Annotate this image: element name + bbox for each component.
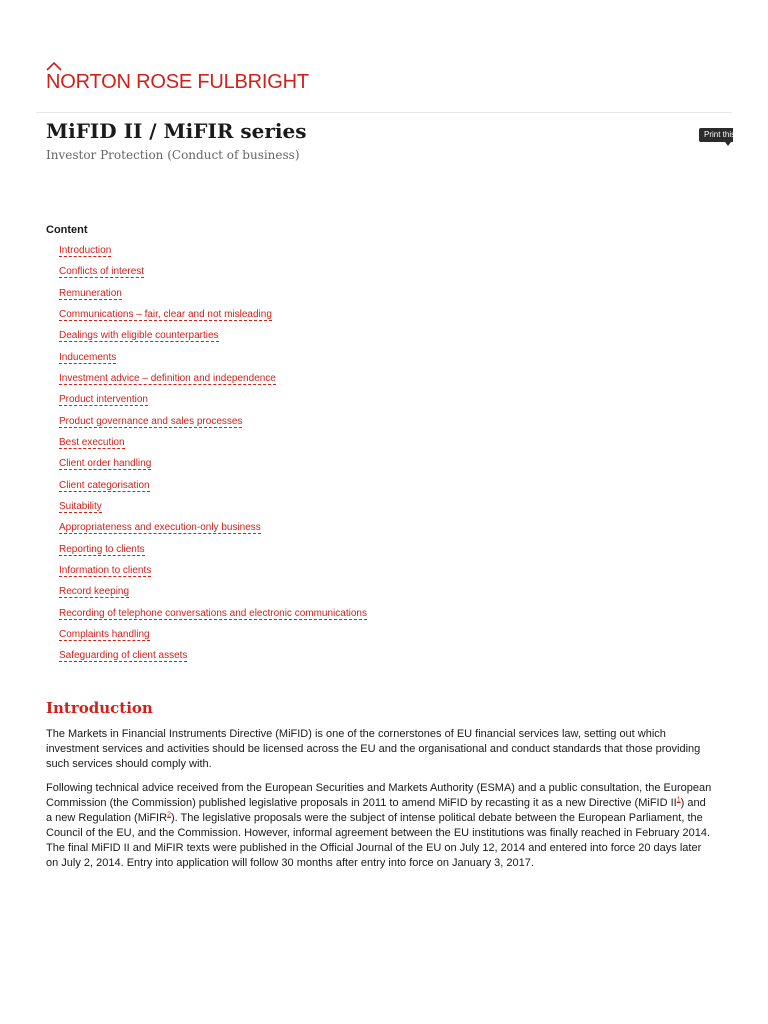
toc-list-item [59, 645, 367, 666]
page-title: MiFID II / MiFIR series [46, 119, 307, 143]
page-subtitle: Investor Protection (Conduct of business) [46, 148, 300, 162]
toc-link-conflicts-of-interest[interactable]: Conflicts of interest [59, 266, 145, 278]
toc-list-item [59, 603, 367, 624]
introduction-paragraph-1: The Markets in Financial Instruments Directive (MiFID) is one of the cornerstones of EU financial services law, setting out which investment services and activities should be licensed across the EU and the organisational and conduct standards that those providing such services should comply with. [46, 728, 701, 770]
paragraph-text: ). The legislative proposals were the subject of intense political debate between the European Parliament, the Council of the EU, and the Commission. However, informal agreement between the EU institutions was finally reached in February 2014. The final MiFID II and MiFIR texts were published in the Official Journal of the EU on July 12, 2014 and entered into force 20 days later on July 2, 2014. Entry into application will follow 30 months after entry into force on January 3, 2017. [46, 812, 711, 869]
toc-list-item [59, 304, 367, 325]
introduction-paragraph-2 [46, 781, 714, 871]
toc-link-remuneration[interactable]: Remuneration [59, 287, 122, 299]
toc-link-record-keeping[interactable]: Record keeping [59, 586, 130, 598]
toc-link-best-execution[interactable]: Best execution [59, 436, 125, 448]
toc-list-item [59, 624, 367, 645]
table-of-contents [59, 240, 367, 667]
toc-list-item [59, 560, 367, 581]
toc-link-suitability[interactable]: Suitability [59, 500, 102, 512]
toc-link-recording-of-communications[interactable]: Recording of telephone conversations and electronic communications [59, 607, 367, 619]
footnote-link-1[interactable]: 1 [676, 796, 681, 804]
toc-link-reporting-to-clients[interactable]: Reporting to clients [59, 543, 145, 555]
footnote-link-2[interactable]: 2 [167, 811, 171, 819]
toc-list-item [59, 261, 367, 282]
toc-list-item [59, 325, 367, 346]
toc-list-item [59, 581, 367, 602]
toc-list-item [59, 496, 367, 517]
print-page-button[interactable]: Print this page [699, 128, 733, 142]
toc-link-introduction[interactable]: Introduction [59, 245, 112, 256]
norton-rose-fulbright-logo[interactable] [46, 61, 309, 95]
toc-list-item [59, 517, 367, 538]
paragraph-text: Following technical advice received from the European Securities and Markets Authority (ESMA) and a public consultation, the European Commission (the Commission) published legislative proposals in 2011 to amend MiFID by recasting it as a new Directive (MiFID II [46, 782, 712, 809]
toc-list-item [59, 432, 367, 453]
logo-wordmark: NORTON ROSE FULBRIGHT [46, 71, 309, 93]
toc-list-item [59, 411, 367, 432]
toc-link-safeguarding-client-assets[interactable]: Safeguarding of client assets [59, 650, 188, 662]
logo-chevron-icon [46, 61, 62, 71]
toc-list-item [59, 389, 367, 410]
toc-link-communications[interactable]: Communications – fair, clear and not misleading [59, 308, 272, 320]
header-divider [36, 112, 732, 113]
toc-link-appropriateness[interactable]: Appropriateness and execution-only business [59, 522, 261, 534]
tooltip-pointer [725, 142, 731, 146]
toc-list-item [59, 240, 367, 261]
toc-link-product-intervention[interactable]: Product intervention [59, 394, 148, 406]
toc-link-product-governance[interactable]: Product governance and sales processes [59, 415, 243, 427]
toc-list-item [59, 475, 367, 496]
toc-list-item [59, 368, 367, 389]
toc-link-client-order-handling[interactable]: Client order handling [59, 458, 152, 470]
toc-link-client-categorisation[interactable]: Client categorisation [59, 479, 150, 491]
toc-list-item [59, 347, 367, 368]
introduction-heading: Introduction [46, 699, 153, 717]
toc-link-investment-advice[interactable]: Investment advice – definition and independence [59, 372, 276, 384]
toc-heading: Content [46, 224, 88, 236]
toc-link-eligible-counterparties[interactable]: Dealings with eligible counterparties [59, 330, 219, 342]
toc-list-item [59, 283, 367, 304]
toc-link-inducements[interactable]: Inducements [59, 351, 117, 363]
paragraph-text: ) and a new Regulation (MiFIR [46, 797, 706, 824]
toc-list-item [59, 539, 367, 560]
toc-list-item [59, 453, 367, 474]
toc-link-information-to-clients[interactable]: Information to clients [59, 564, 152, 576]
toc-link-complaints-handling[interactable]: Complaints handling [59, 628, 150, 640]
